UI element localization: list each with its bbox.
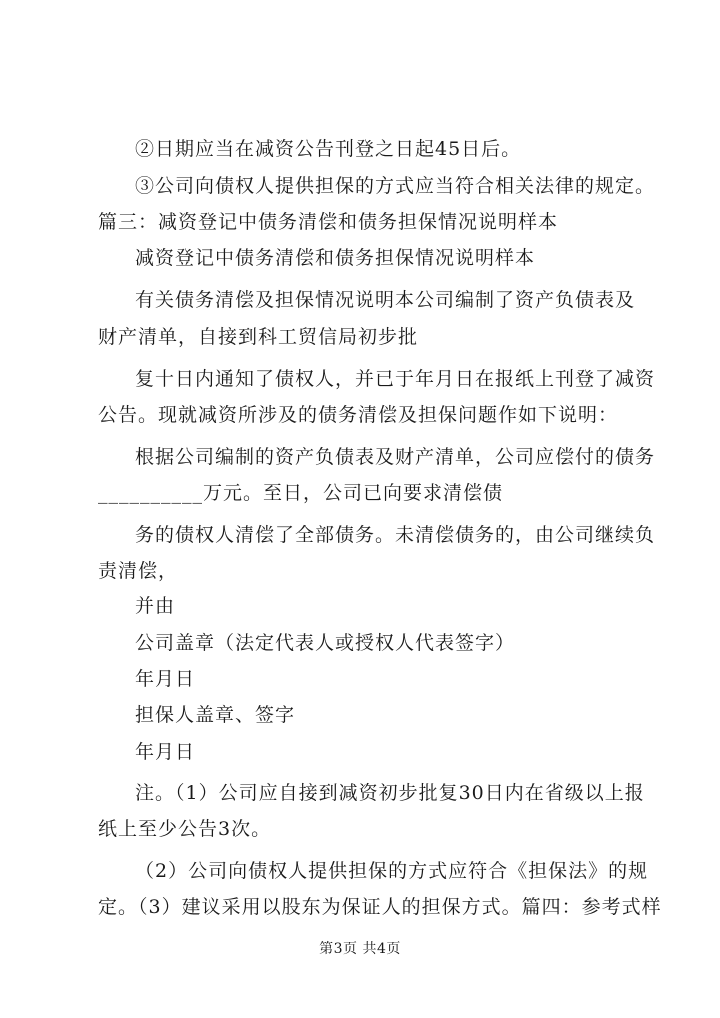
signature-line: 公司盖章（法定代表人或授权人代表签字）	[135, 632, 516, 654]
text-line: 复十日内通知了债权人，并已于年月日在报纸上刊登了减资	[135, 368, 656, 390]
text-line: 有关债务清偿及担保情况说明本公司编制了资产负债表及	[135, 289, 636, 311]
text-line: 责清偿，	[98, 560, 179, 582]
text-line: ③公司向债权人提供担保的方式应当符合相关法律的规定。	[135, 175, 656, 197]
date-line: 年月日	[135, 741, 196, 763]
text-line: __________万元。至日，公司已向要求清偿债	[98, 482, 504, 504]
text-line: 并由	[135, 595, 176, 617]
document-title: 减资登记中债务清偿和债务担保情况说明样本	[135, 247, 536, 269]
section-heading: 篇三：减资登记中债务清偿和债务担保情况说明样本	[98, 211, 559, 233]
note-line: 纸上至少公告3次。	[98, 818, 272, 840]
text-line: ②日期应当在减资公告刊登之日起45日后。	[135, 138, 522, 160]
note-line: 定。（3）建议采用以股东为保证人的担保方式。篇四：参考式样	[98, 896, 662, 918]
text-line: 财产清单，自接到科工贸信局初步批	[98, 326, 419, 348]
text-line: 务的债权人清偿了全部债务。未清偿债务的，由公司继续负	[135, 524, 656, 546]
note-line: （2）公司向债权人提供担保的方式应符合《担保法》的规	[135, 860, 649, 882]
page-footer: 第3页 共4页	[319, 941, 401, 957]
text-line: 根据公司编制的资产负债表及财产清单，公司应偿付的债务	[135, 446, 656, 468]
signature-line: 担保人盖章、签字	[135, 704, 296, 726]
note-line: 注。（1）公司应自接到减资初步批复30日内在省级以上报	[135, 782, 645, 804]
text-line: 公告。现就减资所涉及的债务清偿及担保问题作如下说明：	[98, 404, 619, 426]
date-line: 年月日	[135, 668, 196, 690]
